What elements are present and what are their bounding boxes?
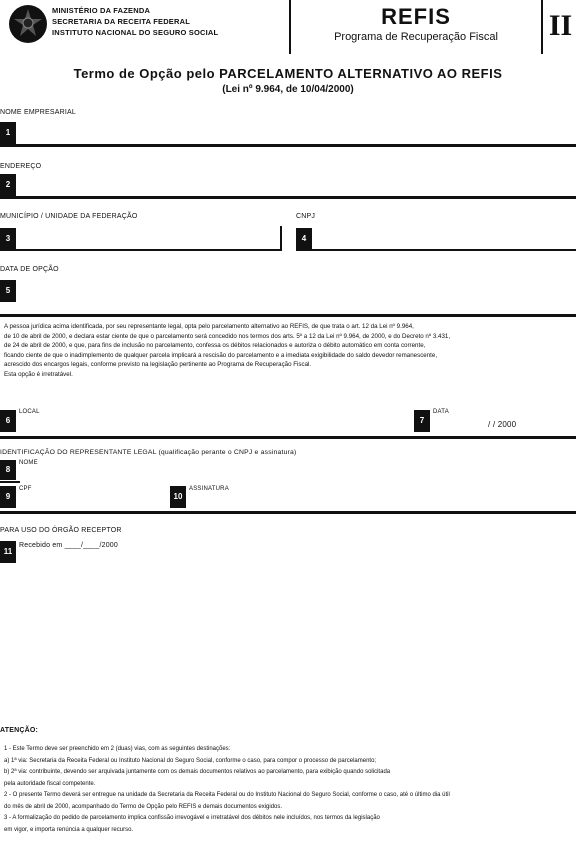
note-line: pela autoridade fiscal competente. bbox=[4, 780, 96, 787]
declaration-line: de 10 de abril de 2000, e declara estar ciente de que o parcelamento será concedido nos termos dos arts. 5º a 12 da Lei nº 9.964, de 2000, e do Decreto nº 3.431, bbox=[4, 332, 451, 340]
note-line: 3 - A formalização do pedido de parcelamento implica confissão irrevogável e irretratável dos débitos nele incluídos, nos termos da legislação bbox=[4, 815, 380, 821]
field-4-line bbox=[296, 249, 576, 251]
field-2-label: ENDEREÇO bbox=[0, 163, 42, 170]
note-line: em vigor, e importa renúncia a qualquer recurso. bbox=[4, 826, 134, 833]
note-line: 1 - Este Termo deve ser preenchido em 2 (duas) vias, com as seguintes destinações: bbox=[4, 746, 231, 752]
field-3-number: 3 bbox=[0, 228, 16, 250]
field-6-number: 6 bbox=[0, 410, 16, 432]
field-10-signature-input[interactable] bbox=[186, 486, 576, 508]
field-3-right-edge bbox=[280, 226, 282, 251]
declaration-line: A pessoa jurídica acima identificada, por seu representante legal, opta pelo parcelamento alternativo ao REFIS, de que trata o art. 12 da Lei nº 9.964, bbox=[4, 323, 414, 330]
reception-stamp-area[interactable] bbox=[16, 541, 576, 711]
field-6-input[interactable] bbox=[16, 410, 412, 432]
field-1-number: 1 bbox=[0, 122, 16, 144]
field-10-number: 10 bbox=[170, 486, 186, 508]
field-5-input[interactable] bbox=[16, 280, 576, 302]
field-7-date-value[interactable]: / / 2000 bbox=[488, 420, 517, 429]
declaration-line: acrescido dos encargos legais, conforme previsto na legislação pertinente ao Programa de Recuperação Fiscal. bbox=[4, 361, 312, 369]
field-9-input[interactable] bbox=[16, 486, 166, 508]
coat-of-arms-icon bbox=[8, 4, 48, 44]
field-3-label: MUNICÍPIO / UNIDADE DA FEDERAÇÃO bbox=[0, 213, 138, 220]
field-11-label: Recebido em ____/____/2000 bbox=[19, 542, 118, 549]
header-divider-2 bbox=[541, 0, 543, 54]
note-line: b) 2ª via: contribuinte, devendo ser arquivada juntamente com os demais documentos relativos ao parcelamento, para exibição quando solicitada bbox=[4, 769, 391, 775]
representative-line bbox=[0, 511, 576, 514]
field-8-input[interactable] bbox=[16, 460, 576, 480]
org-line-3: INSTITUTO NACIONAL DO SEGURO SOCIAL bbox=[52, 28, 219, 37]
field-4-input[interactable] bbox=[312, 228, 576, 250]
field-2-number: 2 bbox=[0, 174, 16, 196]
form-subtitle: (Lei nº 9.964, de 10/04/2000) bbox=[222, 84, 354, 95]
field-9-number: 9 bbox=[0, 486, 16, 508]
field-4-label: CNPJ bbox=[296, 213, 316, 220]
declaration-line: ficando ciente de que o inadimplemento de qualquer parcela implicará a rescisão do parcelamento e a imediata exigibilidade do saldo devedor remanescente, bbox=[4, 351, 438, 359]
note-line: a) 1ª via: Secretaria da Receita Federal ou Instituto Nacional do Seguro Social, conforme o caso, para compor o processo de parcelamento; bbox=[4, 757, 377, 764]
field-3-input[interactable] bbox=[16, 228, 280, 250]
field-8-number: 8 bbox=[0, 460, 16, 480]
field-5-number: 5 bbox=[0, 280, 16, 302]
declaration-line: Esta opção é irretratável. bbox=[4, 370, 73, 378]
field-4-number: 4 bbox=[296, 228, 312, 250]
field-9-label: CPF bbox=[19, 486, 32, 492]
org-lines bbox=[52, 5, 218, 38]
form-number: II bbox=[548, 9, 573, 42]
field-8-line bbox=[0, 481, 20, 483]
field-6-label: LOCAL bbox=[19, 409, 40, 415]
field-7-label: DATA bbox=[433, 409, 449, 415]
notes-heading: ATENÇÃO: bbox=[0, 727, 39, 734]
field-1-label: NOME EMPRESARIAL bbox=[0, 109, 76, 116]
field-5-label: DATA DE OPÇÃO bbox=[0, 266, 59, 273]
program-subtitle: Programa de Recuperação Fiscal bbox=[334, 31, 498, 43]
note-line: do mês de abril de 2000, acompanhado do Termo de Opção pelo REFIS e demais documentos exigidos. bbox=[4, 803, 283, 810]
field-10-label: ASSINATURA bbox=[189, 486, 229, 492]
field-2-line bbox=[0, 196, 576, 199]
org-line-1: MINISTÉRIO DA FAZENDA bbox=[52, 6, 151, 15]
field-2-input[interactable] bbox=[16, 174, 576, 196]
field-7-number: 7 bbox=[414, 410, 430, 432]
place-date-line bbox=[0, 436, 576, 439]
field-5-line bbox=[0, 314, 576, 317]
declaration-line: de 24 de abril de 2000, e que, para fins de inclusão no parcelamento, confessa os débitos relacionados e autoriza o débito automático em conta corrente, bbox=[4, 342, 426, 350]
notes-text bbox=[4, 744, 574, 836]
representative-heading: IDENTIFICAÇÃO DO REPRESENTANTE LEGAL (qualificação perante o CNPJ e assinatura) bbox=[0, 449, 297, 456]
field-3-line bbox=[0, 249, 282, 251]
reception-heading: PARA USO DO ÓRGÃO RECEPTOR bbox=[0, 527, 122, 534]
program-title: REFIS bbox=[381, 4, 451, 29]
field-1-input[interactable] bbox=[16, 122, 576, 144]
field-8-label: NOME bbox=[19, 460, 38, 466]
org-line-2: SECRETARIA DA RECEITA FEDERAL bbox=[52, 17, 191, 26]
declaration-text bbox=[4, 322, 574, 380]
field-1-line bbox=[0, 144, 576, 147]
form-title: Termo de Opção pelo PARCELAMENTO ALTERNATIVO AO REFIS bbox=[73, 66, 503, 81]
field-11-number: 11 bbox=[0, 541, 16, 563]
note-line: 2 - O presente Termo deverá ser entregue na unidade da Secretaria da Receita Federal ou do Instituto Nacional do Seguro Social, conforme o caso, até o último dia útil bbox=[4, 792, 450, 798]
